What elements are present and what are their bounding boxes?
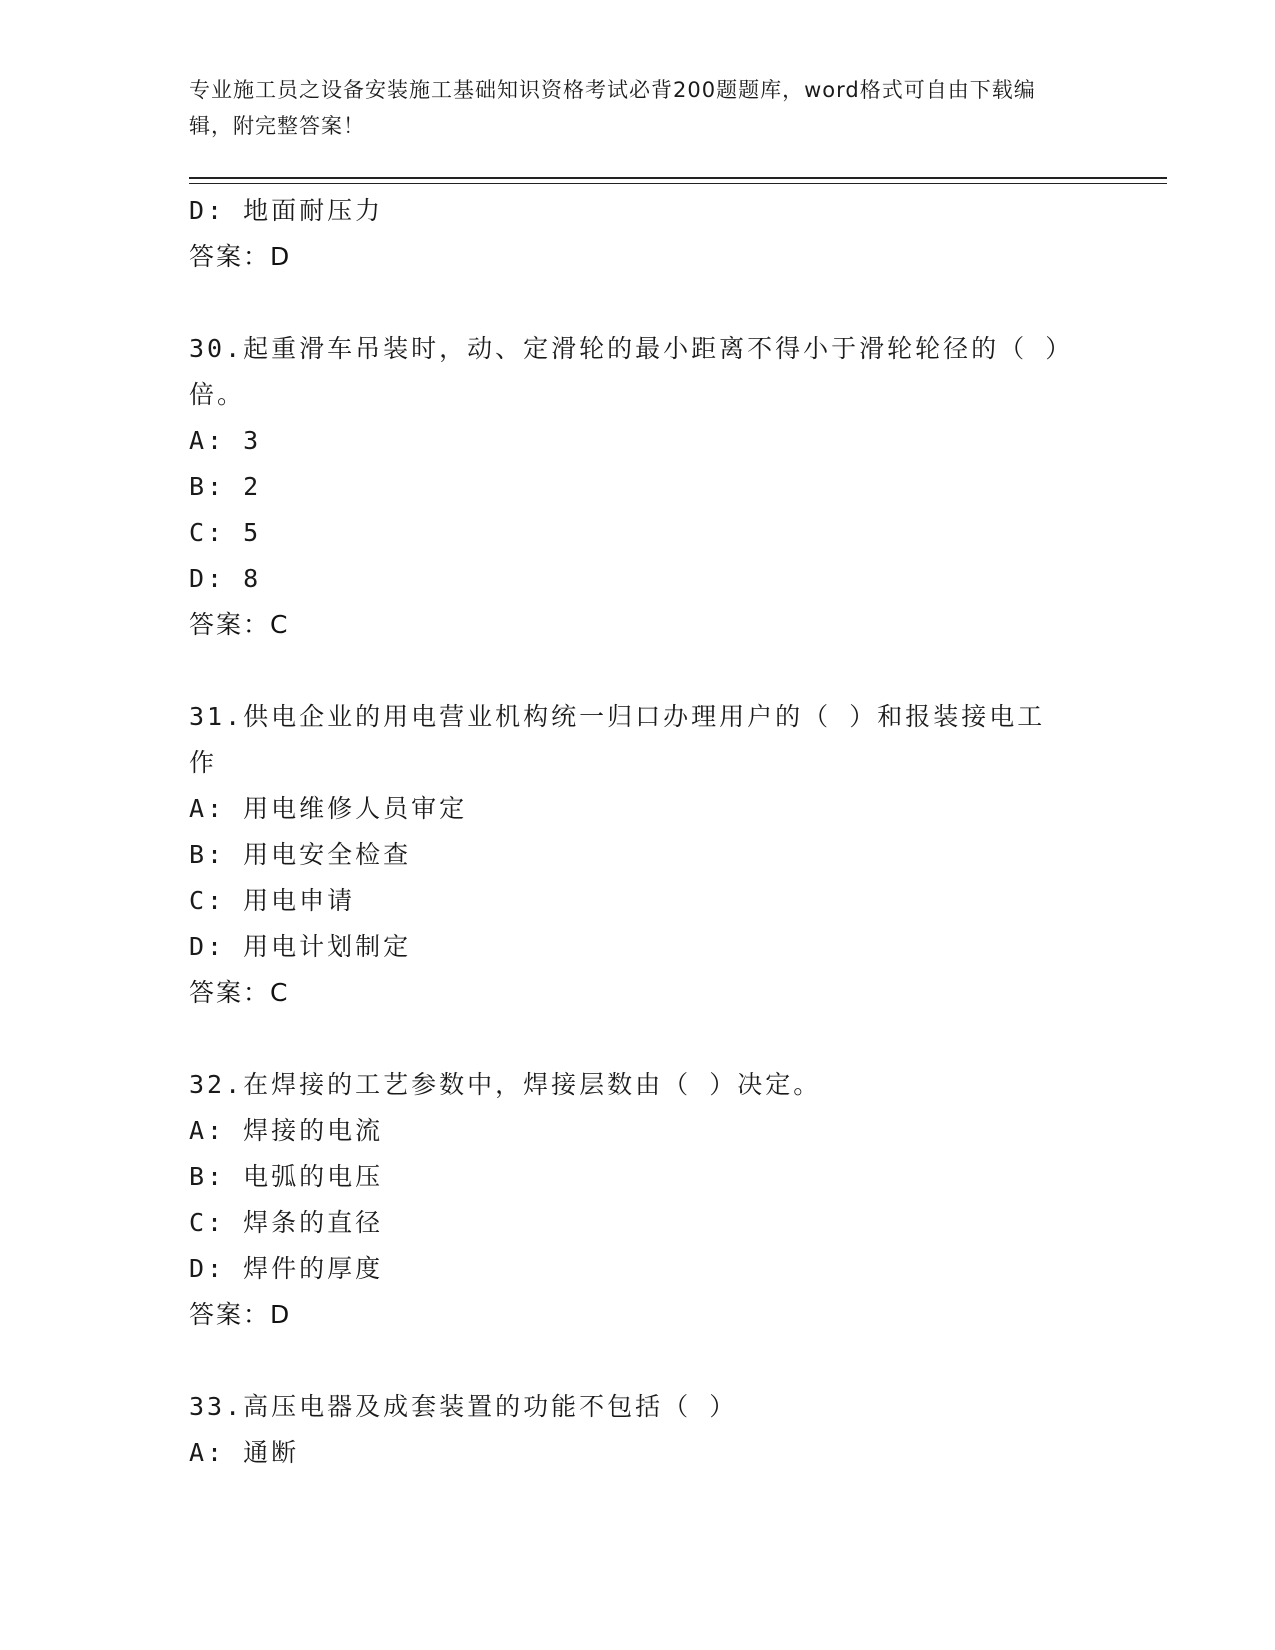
- question-32: [189, 1062, 1069, 1338]
- question-stem: 32.在焊接的工艺参数中，焊接层数由（ ）决定。: [189, 1070, 822, 1099]
- answer-line: 答案：C: [189, 978, 290, 1007]
- option-b: B: 用电安全检查: [189, 840, 412, 869]
- document-header: 专业施工员之设备安装施工基础知识资格考试必背200题题库，word格式可自由下载编辑，附完整答案！: [189, 78, 1036, 138]
- question-30: [189, 326, 1069, 648]
- option-d: D: 焊件的厚度: [189, 1254, 384, 1283]
- question-stem: 30.起重滑车吊装时，动、定滑轮的最小距离不得小于滑轮轮径的（ ）倍。: [189, 334, 1061, 409]
- answer-line: 答案：D: [189, 242, 292, 271]
- question-31: [189, 694, 1069, 1016]
- option-a: A: 焊接的电流: [189, 1116, 384, 1145]
- option-c: C: 焊条的直径: [189, 1208, 384, 1237]
- question-33: [189, 1384, 1069, 1476]
- option-d: D: 用电计划制定: [189, 932, 412, 961]
- previous-question-tail: [189, 188, 1069, 280]
- option-a: A: 用电维修人员审定: [189, 794, 468, 823]
- option-b: B: 2: [189, 472, 262, 501]
- answer-line: 答案：C: [189, 610, 290, 639]
- header-divider-bottom: [189, 183, 1167, 184]
- answer-line: 答案：D: [189, 1300, 292, 1329]
- question-list: [189, 188, 1069, 1476]
- header-divider-top: [189, 177, 1167, 179]
- option-b: B: 电弧的电压: [189, 1162, 384, 1191]
- option-a: A: 通断: [189, 1438, 300, 1467]
- option-d: D: 地面耐压力: [189, 196, 384, 225]
- question-stem: 31.供电企业的用电营业机构统一归口办理用户的（ ）和报装接电工作: [189, 702, 1046, 777]
- option-c: C: 5: [189, 518, 262, 547]
- option-d: D: 8: [189, 564, 262, 593]
- option-c: C: 用电申请: [189, 886, 356, 915]
- option-a: A: 3: [189, 426, 262, 455]
- question-stem: 33.高压电器及成套装置的功能不包括（ ）: [189, 1392, 738, 1421]
